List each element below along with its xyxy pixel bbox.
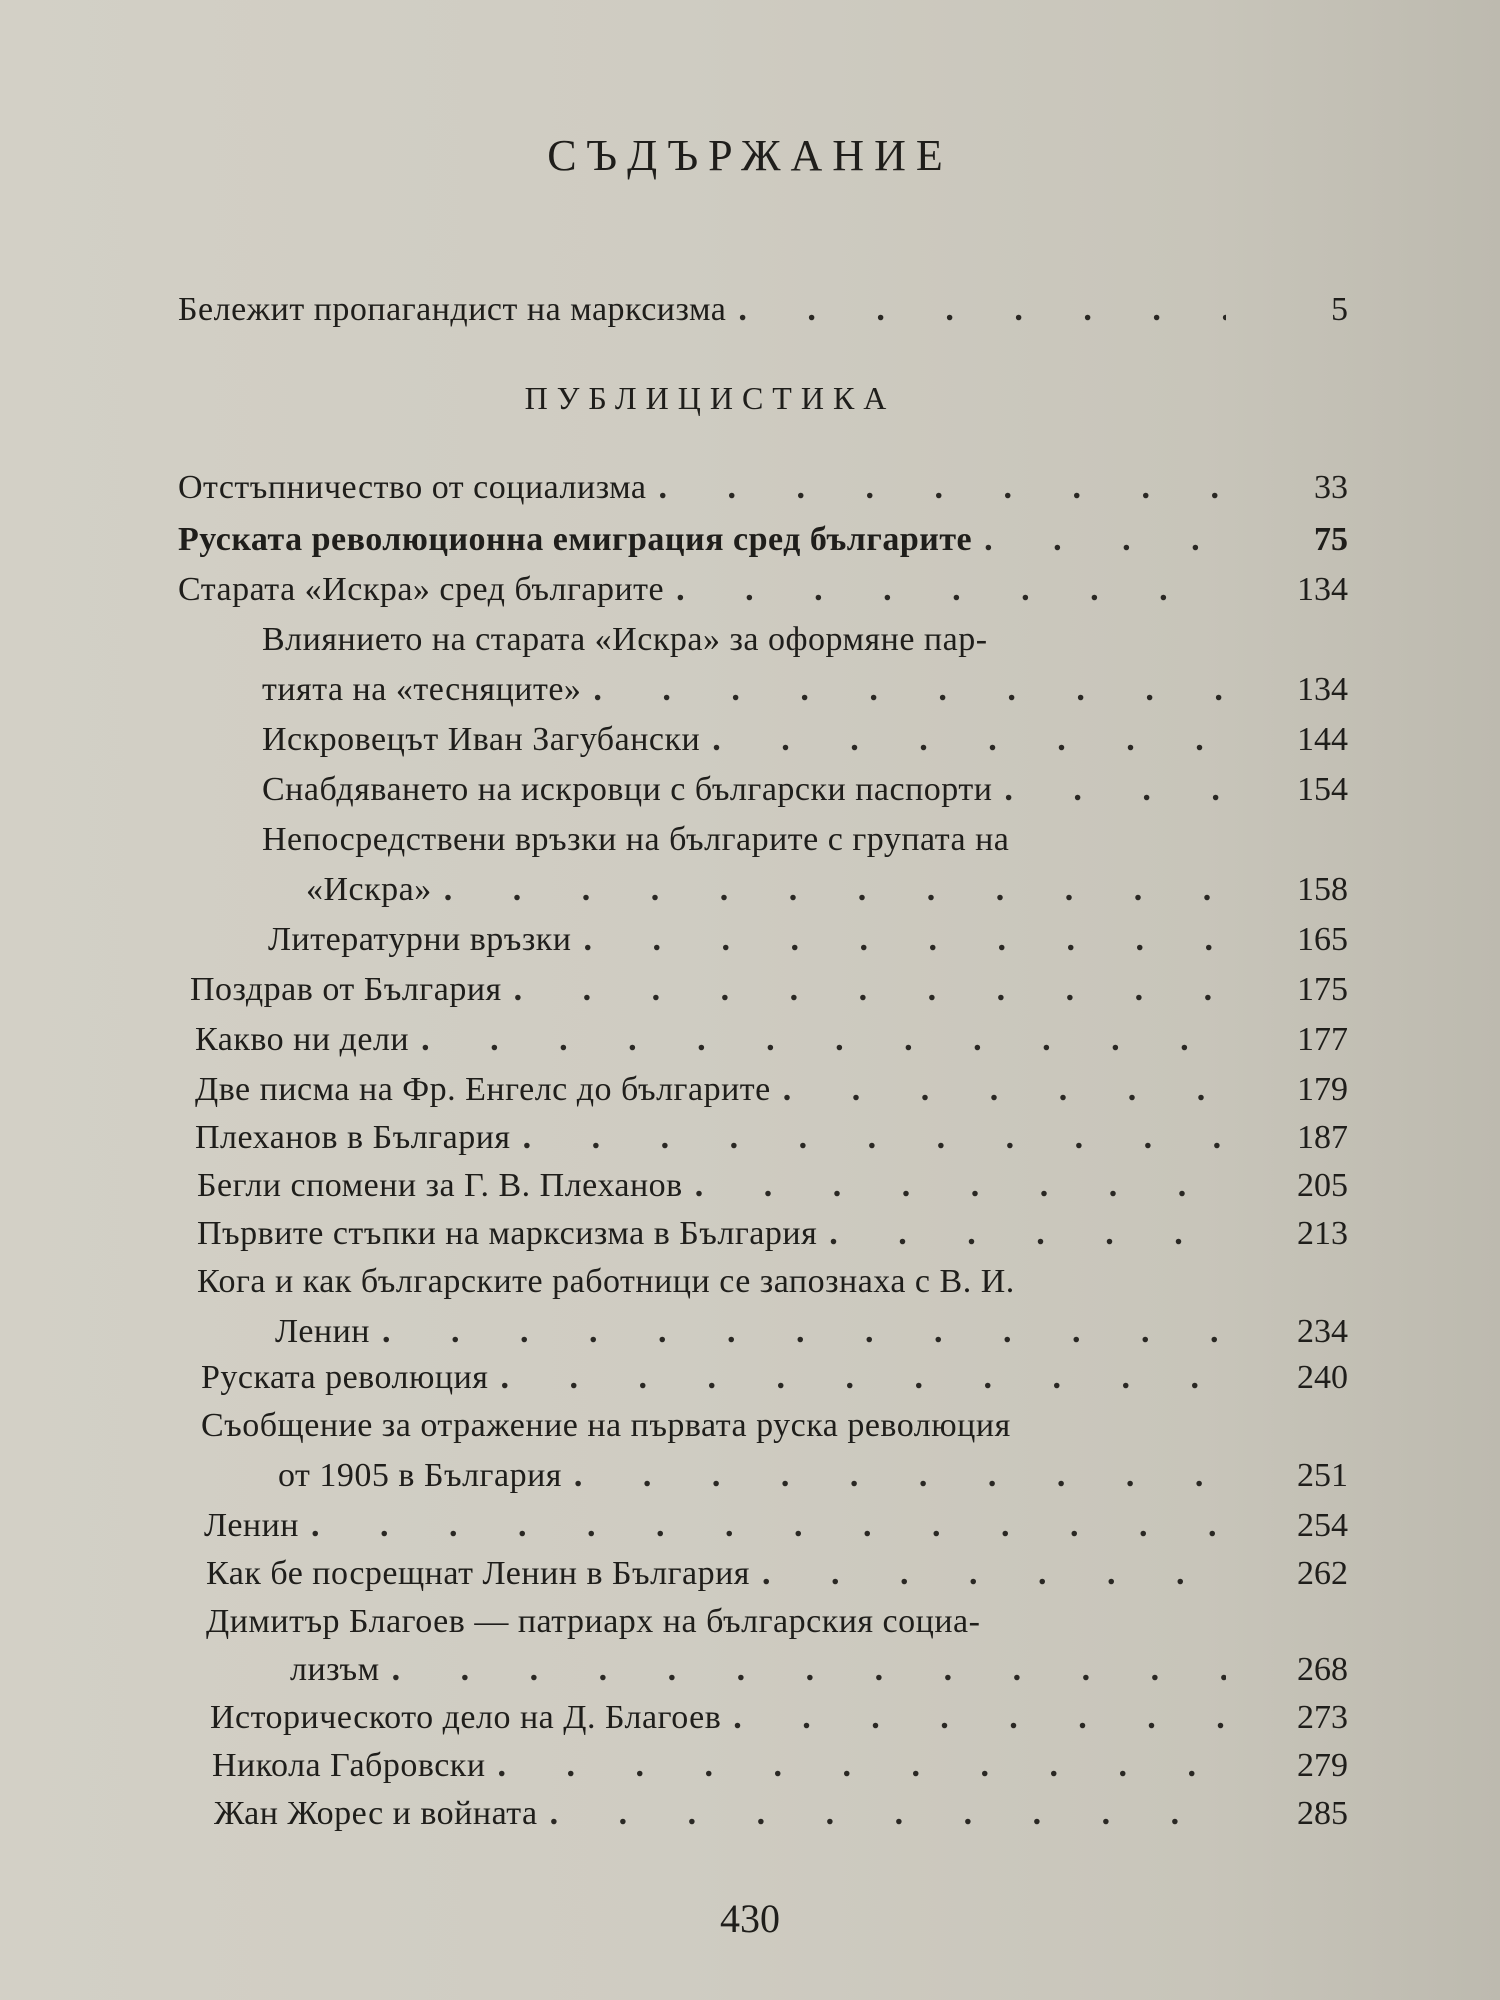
leader-dots xyxy=(421,1020,1226,1060)
entry-title: Отстъпничество от социализма xyxy=(178,469,647,506)
entry-title: Снабдяването на искровци с български паспорти xyxy=(262,771,993,808)
toc-entry xyxy=(262,620,1262,660)
entry-page: 234 xyxy=(1297,1313,1348,1350)
entry-title: Литературни връзки xyxy=(268,921,572,958)
leader-dots xyxy=(593,670,1226,710)
entry-page: 251 xyxy=(1297,1457,1348,1494)
entry-page: 177 xyxy=(1297,1021,1348,1058)
entry-page: 154 xyxy=(1297,771,1348,808)
leader-dots xyxy=(584,920,1227,960)
toc-entry xyxy=(212,1746,1348,1786)
entry-page: 240 xyxy=(1297,1359,1348,1396)
entry-title: «Искра» xyxy=(306,871,432,908)
entry-page: 5 xyxy=(1331,291,1348,328)
toc-entry xyxy=(262,670,1348,710)
leader-dots xyxy=(738,290,1226,330)
entry-page: 179 xyxy=(1297,1071,1348,1108)
toc-entry xyxy=(197,1262,1267,1302)
toc-entry xyxy=(178,520,1348,560)
entry-page: 158 xyxy=(1297,871,1348,908)
leader-dots xyxy=(1004,770,1226,810)
entry-page: 134 xyxy=(1297,671,1348,708)
leader-dots xyxy=(444,870,1226,910)
toc-entry xyxy=(290,1650,1348,1690)
toc-entry xyxy=(178,468,1348,508)
toc-entry xyxy=(262,720,1348,760)
entry-title: Бележит пропагандист на марксизма xyxy=(178,291,727,328)
entry-title: Поздрав от България xyxy=(190,971,502,1008)
toc-entry xyxy=(275,1312,1348,1352)
toc-entry xyxy=(206,1554,1348,1594)
leader-dots xyxy=(311,1506,1226,1546)
toc-entry xyxy=(268,920,1348,960)
entry-page: 268 xyxy=(1297,1651,1348,1688)
entry-title: Руската революция xyxy=(201,1359,489,1396)
entry-page: 165 xyxy=(1297,921,1348,958)
toc-entry xyxy=(195,1020,1348,1060)
entry-page: 75 xyxy=(1314,521,1348,558)
toc-entry xyxy=(197,1214,1348,1254)
leader-dots xyxy=(500,1358,1226,1398)
entry-title: от 1905 в България xyxy=(278,1457,562,1494)
entry-title: Жан Жорес и войната xyxy=(214,1795,538,1832)
entry-title: Ленин xyxy=(204,1507,300,1544)
page-number: 430 xyxy=(720,1896,780,1941)
entry-title: Кога и как българските работници се запознаха с В. И. xyxy=(197,1263,1015,1300)
leader-dots xyxy=(695,1166,1226,1206)
toc-entry xyxy=(197,1166,1348,1206)
entry-page: 144 xyxy=(1297,721,1348,758)
leader-dots xyxy=(550,1794,1226,1834)
entry-page: 33 xyxy=(1314,469,1348,506)
entry-title: Искровецът Иван Загубански xyxy=(262,721,701,758)
leader-dots xyxy=(392,1650,1226,1690)
leader-dots xyxy=(676,570,1226,610)
entry-title: тията на «тесняците» xyxy=(262,671,582,708)
leader-dots xyxy=(829,1214,1226,1254)
entry-title: Димитър Благоев — патриарх на българския социа- xyxy=(206,1603,981,1640)
entry-title: Бегли спомени за Г. В. Плеханов xyxy=(197,1167,683,1204)
entry-page: 262 xyxy=(1297,1555,1348,1592)
leader-dots xyxy=(984,520,1226,560)
leader-dots xyxy=(523,1118,1226,1158)
entry-title: Старата «Искра» сред българите xyxy=(178,571,665,608)
toc-entry xyxy=(178,570,1348,610)
entry-title: Как бе посрещнат Ленин в България xyxy=(206,1555,750,1592)
toc-entry xyxy=(306,870,1348,910)
entry-title: Непосредствени връзки на българите с групата на xyxy=(262,821,1010,858)
entry-page: 134 xyxy=(1297,571,1348,608)
leader-dots xyxy=(659,468,1226,508)
toc-title: СЪДЪРЖАНИЕ xyxy=(547,131,953,180)
toc-entry xyxy=(195,1118,1348,1158)
entry-page: 285 xyxy=(1297,1795,1348,1832)
entry-page: 175 xyxy=(1297,971,1348,1008)
leader-dots xyxy=(574,1456,1226,1496)
leader-dots xyxy=(762,1554,1226,1594)
toc-entry xyxy=(195,1070,1348,1110)
leader-dots xyxy=(712,720,1226,760)
leader-dots xyxy=(733,1698,1226,1738)
entry-page: 187 xyxy=(1297,1119,1348,1156)
toc-entry xyxy=(278,1456,1348,1496)
entry-page: 205 xyxy=(1297,1167,1348,1204)
entry-title: Две писма на Фр. Енгелс до българите xyxy=(195,1071,771,1108)
entry-title: Влиянието на старата «Искра» за оформяне пар- xyxy=(262,621,988,658)
toc-entry xyxy=(190,970,1348,1010)
toc-entry xyxy=(262,770,1348,810)
leader-dots xyxy=(382,1312,1226,1352)
entry-page: 273 xyxy=(1297,1699,1348,1736)
entry-page: 279 xyxy=(1297,1747,1348,1784)
entry-title: Никола Габровски xyxy=(212,1747,486,1784)
entry-page: 213 xyxy=(1297,1215,1348,1252)
toc-entry xyxy=(206,1602,1236,1642)
entry-title: Руската революционна емиграция сред българите xyxy=(178,521,973,558)
toc-intro-entry xyxy=(178,290,1348,330)
toc-entry xyxy=(201,1358,1348,1398)
entry-title: Първите стъпки на марксизма в България xyxy=(197,1215,818,1252)
leader-dots xyxy=(783,1070,1226,1110)
entry-title: Плеханов в България xyxy=(195,1119,511,1156)
entry-page: 254 xyxy=(1297,1507,1348,1544)
toc-entry xyxy=(210,1698,1348,1738)
entry-title: Историческото дело на Д. Благоев xyxy=(210,1699,722,1736)
entry-title: Какво ни дели xyxy=(195,1021,410,1058)
entry-title: Съобщение за отражение на първата руска революция xyxy=(201,1407,1011,1444)
toc-entry xyxy=(214,1794,1348,1834)
toc-entry xyxy=(204,1506,1348,1546)
entry-title: лизъм xyxy=(290,1651,380,1688)
entry-title: Ленин xyxy=(275,1313,371,1350)
leader-dots xyxy=(498,1746,1226,1786)
toc-entry xyxy=(201,1406,1231,1446)
leader-dots xyxy=(514,970,1226,1010)
section-heading: ПУБЛИЦИСТИКА xyxy=(524,380,896,416)
toc-entry xyxy=(262,820,1262,860)
